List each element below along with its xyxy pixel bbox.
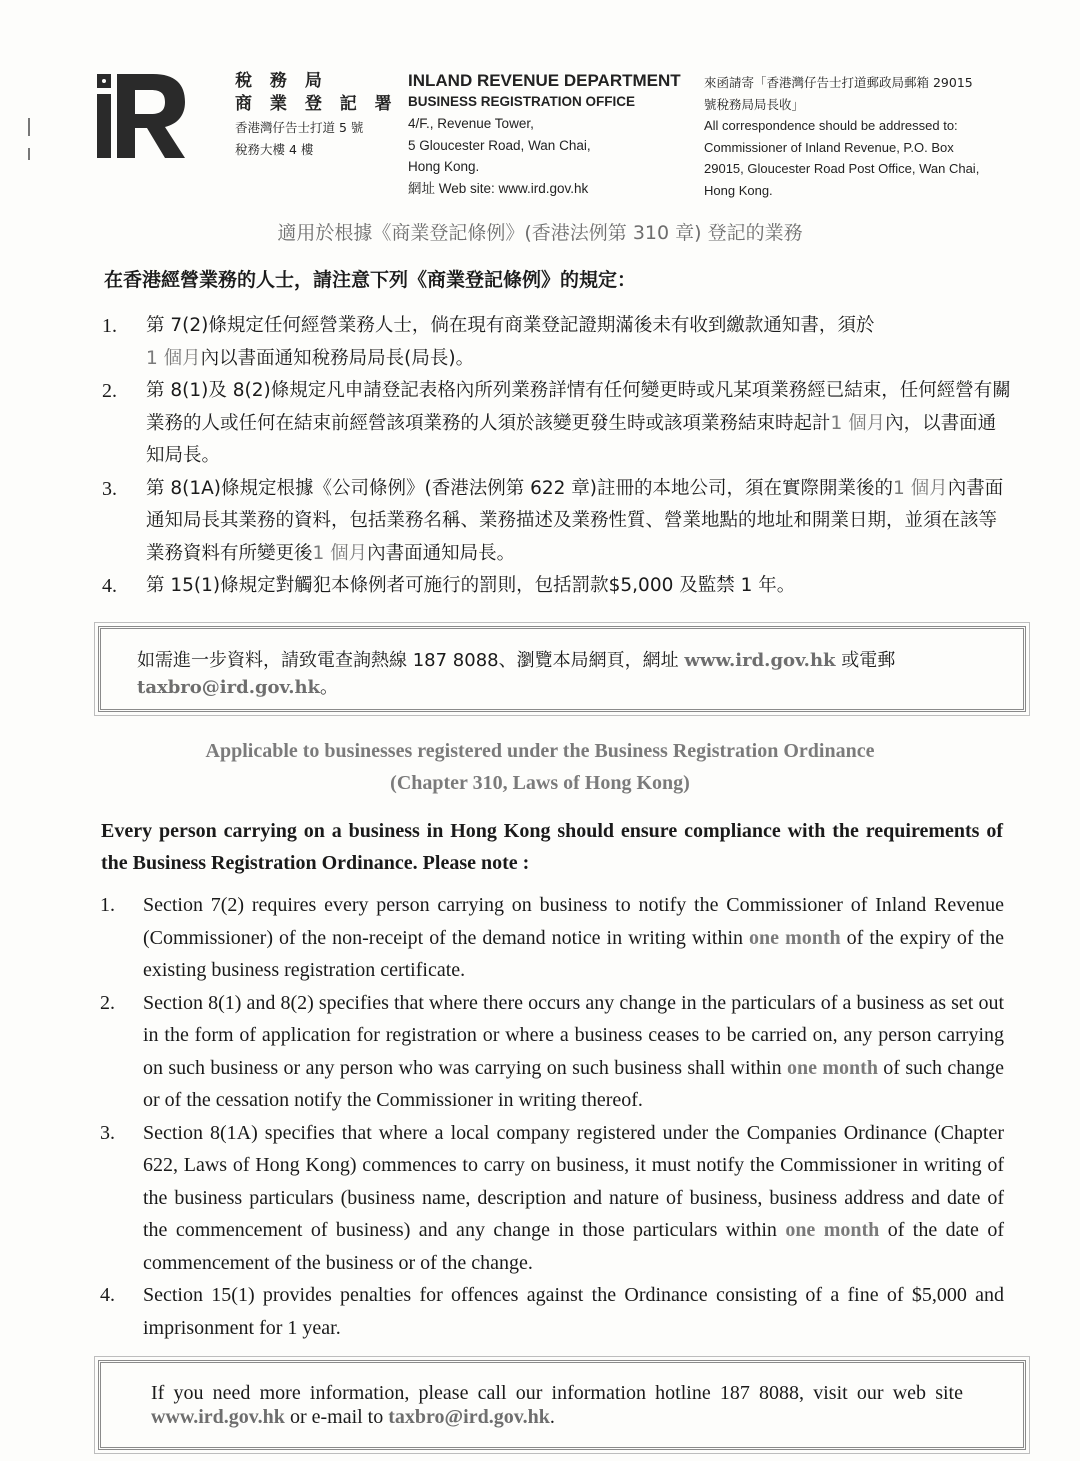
item-text: of the expiry of the existing business registration certificate. (143, 926, 1004, 981)
correspondence-en-line: All correspondence should be addressed to: (704, 118, 958, 133)
info-text: or e-mail to (284, 1406, 389, 1428)
item-number: 4. (102, 575, 117, 597)
header-chinese (235, 70, 398, 160)
item-text: 第 8(1A)條規定根據《公司條例》(香港法例第 622 章)註冊的本地公司，須在實際開業後的 (146, 477, 894, 499)
address-en-line: Hong Kong. (408, 159, 480, 174)
info-text: . (549, 1406, 555, 1428)
item-text: 內書面通知局長其業務的資料，包括業務名稱、業務描述及業務性質、營業地點的地址和開業日期，並須在該等業務資料有所變更後 (146, 477, 1004, 564)
correspondence-zh-line: 號稅務局局長收」 (704, 96, 805, 112)
scan-mark (28, 118, 30, 136)
header-english (408, 70, 681, 199)
list-item (100, 987, 1004, 1117)
item-text: 內以書面通知稅務局局長(局長)。 (200, 347, 475, 369)
list-item (100, 1279, 1004, 1344)
website-line: 網址 Web site: www.ird.gov.hk (408, 180, 589, 196)
highlight-period: 1 個月 (893, 477, 948, 499)
item-text: 第 15(1)條規定對觸犯本條例者可施行的罰則，包括罰款$5,000 及監禁 1 年。 (146, 575, 796, 596)
item-number: 4. (100, 1284, 115, 1306)
highlight-period: 1 個月 (146, 347, 201, 369)
website-link[interactable]: www.ird.gov.hk (151, 1406, 285, 1428)
item-text: 內，以書面通知局長。 (146, 412, 997, 466)
dept-name-zh: 稅 務 局 (235, 71, 328, 91)
highlight-period: 1 個月 (312, 542, 368, 564)
item-number: 3. (100, 1121, 115, 1144)
chinese-rules-list (100, 310, 1012, 603)
english-info-box (98, 1360, 1026, 1450)
correspondence-en-line: Commissioner of Inland Revenue, P.O. Box (704, 139, 954, 155)
correspondence-en-line: 29015, Gloucester Road Post Office, Wan Chai, (704, 161, 980, 176)
address-en-line: 5 Gloucester Road, Wan Chai, (408, 137, 591, 153)
item-number: 1. (100, 894, 115, 916)
list-item (100, 375, 1012, 473)
highlight-period: one month (749, 926, 841, 949)
english-subtitle-line: (Chapter 310, Laws of Hong Kong) (390, 772, 690, 794)
address-zh-line: 稅務大樓 4 樓 (235, 142, 314, 157)
item-number: 3. (102, 477, 117, 500)
correspondence-block (704, 72, 1034, 201)
highlight-period: one month (785, 1219, 880, 1241)
item-text: Section 8(1) and 8(2) specifies that where there occurs any change in the particulars of a business as set out in the form of application for registration or where a business ceases to be carried on, any person carrying on such business or any person who was carrying on such business shall within (143, 991, 1004, 1079)
info-box-text (137, 647, 981, 701)
highlight-period: one month (787, 1056, 878, 1079)
item-text: Section 8(1A) specifies that where a local company registered under the Companies Ordinance (Chapter 622, Laws of Hong Kong) commences to carry on business, it must notify the Commissioner in writing of the business particulars (business name, description and nature of business, business address and date of the commencement of business) and any change in those particulars within (143, 1121, 1004, 1241)
email-link[interactable]: taxbro@ird.gov.hk (137, 677, 321, 698)
item-number: 2. (102, 380, 117, 402)
list-item (100, 1117, 1004, 1280)
item-text: of such change or of the cessation notify the Commissioner in writing thereof. (143, 1056, 1004, 1111)
english-subtitle-line: Applicable to businesses registered under the Business Registration Ordinance (205, 740, 875, 762)
list-item (100, 570, 1012, 603)
office-name-en: BUSINESS REGISTRATION OFFICE (408, 94, 636, 109)
item-text: Section 15(1) provides penalties for offences against the Ordinance consisting of a fine of $5,000 and imprisonment for 1 year. (143, 1284, 1004, 1339)
website-link[interactable]: www.ird.gov.hk (684, 650, 836, 671)
item-text: 第 7(2)條規定任何經營業務人士，倘在現有商業登記證期滿後未有收到繳款通知書，須於 (146, 315, 875, 336)
ird-logo-icon (95, 70, 187, 162)
info-text: 。 (320, 677, 339, 698)
address-zh-line: 香港灣仔告士打道 5 號 (235, 120, 364, 135)
english-heading: Every person carrying on a business in Hong Kong should ensure compliance with the requirements of the Business Registration Ordinance. Please note : (101, 820, 1003, 874)
correspondence-en-line: Hong Kong. (704, 182, 773, 198)
dept-name-en: INLAND REVENUE DEPARTMENT (408, 71, 681, 90)
chinese-info-box (98, 626, 1026, 712)
chinese-subtitle: 適用於根據《商業登記條例》(香港法例第 310 章) 登記的業務 (277, 222, 803, 244)
item-text: Section 7(2) requires every person carrying on business to notify the Commissioner of Inland Revenue (Commissioner) of the non-receipt of the demand notice in writing within (143, 894, 1004, 949)
email-link[interactable]: taxbro@ird.gov.hk (388, 1406, 550, 1428)
highlight-period: 1 個月 (830, 412, 886, 434)
office-name-zh: 商 業 登 記 署 (235, 94, 398, 114)
info-text: 或電郵 (835, 650, 896, 671)
item-text: 第 8(1)及 8(2)條規定凡申請登記表格內所列業務詳情有任何變更時或凡某項業務經已結束，任何經營有關業務的人或任何在結束前經營該項業務的人須於該變更發生時或該項業務結束時起計 (146, 380, 1011, 434)
list-item (100, 889, 1004, 987)
correspondence-zh-line: 來函請寄「香港灣仔告士打道郵政局郵箱 29015 (704, 75, 973, 90)
list-item (100, 310, 1012, 375)
scan-mark (28, 148, 30, 160)
chinese-heading: 在香港經營業務的人士，請注意下列《商業登記條例》的規定： (104, 269, 637, 291)
item-number: 1. (102, 315, 117, 337)
info-text: If you need more information, please call our information hotline 187 8088, visit our web site (151, 1382, 963, 1404)
item-text: of the date of commencement of the business or of the change. (143, 1219, 1004, 1274)
address-en-line: 4/F., Revenue Tower, (408, 116, 534, 131)
item-number: 2. (100, 991, 115, 1014)
list-item (100, 473, 1012, 571)
item-text: 內書面通知局長。 (367, 542, 516, 564)
info-box-text (151, 1381, 963, 1429)
english-rules-list (100, 889, 1004, 1344)
info-text: 如需進一步資料，請致電查詢熱線 187 8088、瀏覽本局網頁，網址 (137, 650, 685, 671)
english-subtitle (0, 735, 1080, 799)
